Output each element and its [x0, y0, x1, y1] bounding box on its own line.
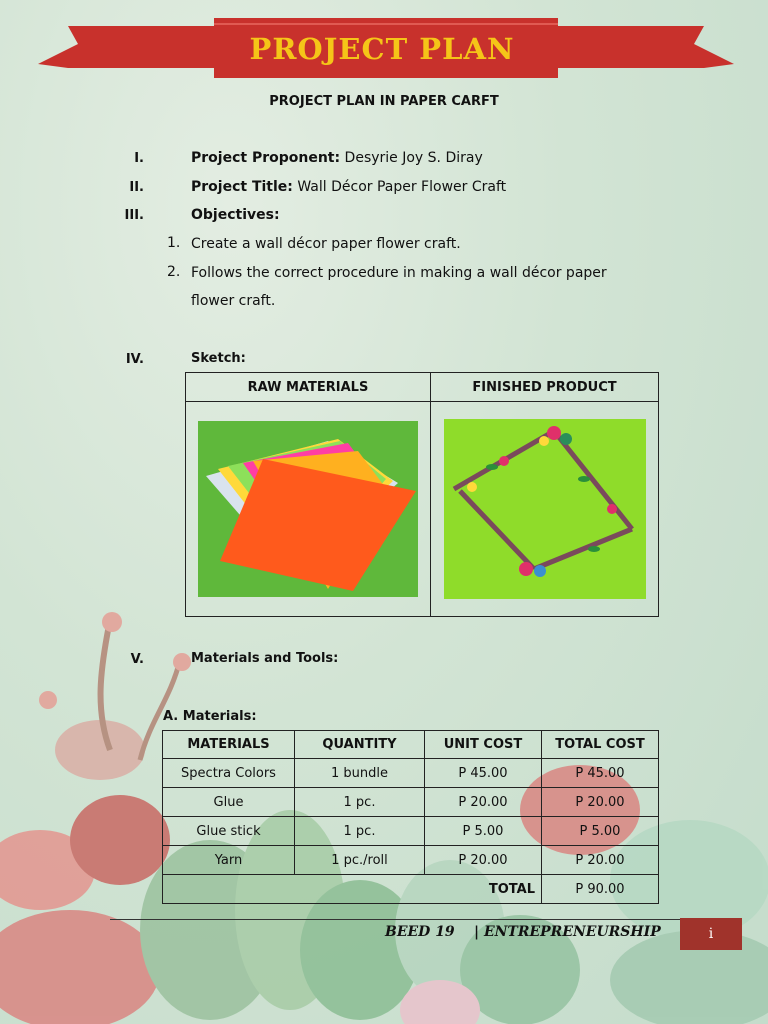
label: Project Title: [191, 179, 293, 195]
page-number: i [680, 918, 742, 950]
colored-paper-image [198, 421, 418, 597]
sketch-table [185, 372, 659, 617]
cell: Glue stick [163, 817, 295, 846]
footer-subject: | ENTREPRENEURSHIP [474, 924, 661, 940]
finished-product-cell [431, 402, 659, 617]
cell: P 20.00 [542, 788, 659, 817]
cell: P 5.00 [542, 817, 659, 846]
numeral: V. [130, 652, 144, 667]
paper-flower-frame-image [444, 419, 646, 599]
value: Desyrie Joy S. Diray [340, 150, 483, 166]
cell: P 20.00 [425, 846, 542, 875]
cell: Glue [163, 788, 295, 817]
table-row [163, 817, 659, 846]
label: Objectives: [191, 207, 280, 223]
cell: P 5.00 [425, 817, 542, 846]
objective-text: Follows the correct procedure in making a wall décor paper [191, 265, 607, 281]
table-row [163, 759, 659, 788]
numeral: IV. [125, 352, 144, 367]
objective-number: 2. [167, 264, 181, 280]
cell: 1 pc. [295, 788, 425, 817]
cell: P 45.00 [425, 759, 542, 788]
col-materials: MATERIALS [163, 731, 295, 759]
cell: 1 bundle [295, 759, 425, 788]
cell: Yarn [163, 846, 295, 875]
numeral: III. [124, 208, 144, 223]
total-value: P 90.00 [542, 875, 659, 904]
materials-table [162, 730, 659, 904]
cell: P 20.00 [425, 788, 542, 817]
cell: 1 pc./roll [295, 846, 425, 875]
raw-materials-cell [186, 402, 431, 617]
materials-label: A. Materials: [163, 709, 257, 724]
numeral: I. [134, 151, 144, 166]
label: Project Proponent: [191, 150, 341, 166]
materials-tools-label: Materials and Tools: [191, 651, 339, 666]
objective-number: 1. [167, 235, 181, 251]
cell: Spectra Colors [163, 759, 295, 788]
numeral: II. [129, 180, 144, 195]
objective-text: Create a wall décor paper flower craft. [191, 236, 461, 252]
total-row [163, 875, 659, 904]
col-unit-cost: UNIT COST [425, 731, 542, 759]
table-row [163, 788, 659, 817]
page-subtitle: PROJECT PLAN IN PAPER CARFT [269, 94, 499, 109]
total-label: TOTAL [163, 875, 542, 904]
sketch-label: Sketch: [191, 351, 246, 366]
banner-title: PROJECT PLAN [249, 32, 515, 66]
cell: 1 pc. [295, 817, 425, 846]
cell: P 20.00 [542, 846, 659, 875]
value: Wall Décor Paper Flower Craft [292, 179, 507, 195]
cell: P 45.00 [542, 759, 659, 788]
footer-course: BEED 19 [385, 924, 455, 940]
table-header-row [163, 731, 659, 759]
col-quantity: QUANTITY [295, 731, 425, 759]
footer-divider [110, 919, 680, 920]
header-raw-materials: RAW MATERIALS [186, 373, 431, 402]
objective-text-cont: flower craft. [191, 293, 276, 309]
table-row [163, 846, 659, 875]
col-total-cost: TOTAL COST [542, 731, 659, 759]
header-finished-product: FINISHED PRODUCT [431, 373, 659, 402]
